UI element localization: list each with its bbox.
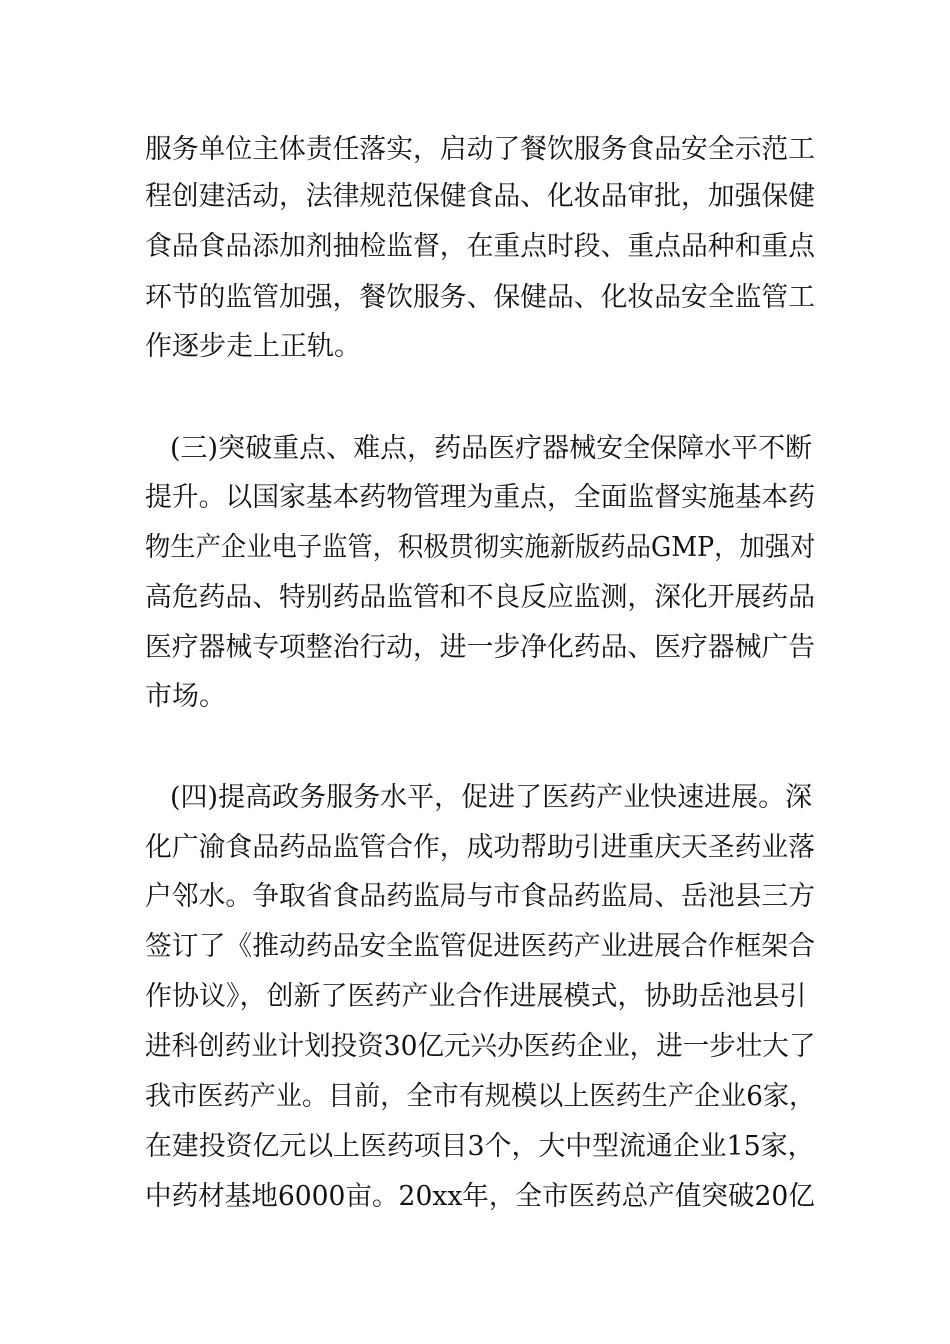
paragraph-3-line-1: (四)提高政务服务水平，促进了医药产业快速进展。深: [170, 782, 813, 813]
paragraph-1-line-3: 食品食品添加剂抽检监督，在重点时段、重点品种和重点: [145, 231, 816, 262]
paragraph-3-line-9: 中药材基地6000亩。20xx年，全市医药总产值突破20亿: [145, 1181, 815, 1212]
paragraph-3-line-4: 签订了《推动药品安全监管促进医药产业进展合作框架合: [145, 931, 816, 962]
paragraph-1-line-5: 作逐步走上正轨。: [145, 331, 361, 362]
paragraph-2-line-2: 提升。以国家基本药物管理为重点，全面监督实施基本药: [145, 482, 816, 513]
paragraph-3-line-2: 化广渝食品药品监管合作，成功帮助引进重庆天圣药业落: [145, 832, 816, 863]
paragraph-3-line-8: 在建投资亿元以上医药项目3个，大中型流通企业15家，: [145, 1131, 815, 1162]
paragraph-2-line-1: (三)突破重点、难点，药品医疗器械安全保障水平不断: [170, 433, 813, 464]
paragraph-2-line-6: 市场。: [145, 681, 226, 712]
paragraph-1-line-4: 环节的监管加强，餐饮服务、保健品、化妆品安全监管工: [145, 282, 816, 313]
paragraph-3-line-3: 户邻水。争取省食品药监局与市食品药监局、岳池县三方: [145, 881, 816, 912]
paragraph-2-line-3: 物生产企业电子监管，积极贯彻实施新版药品GMP，加强对: [145, 532, 816, 563]
paragraph-2-line-5: 医疗器械专项整治行动，进一步净化药品、医疗器械广告: [145, 632, 816, 663]
paragraph-3-line-6: 进科创药业计划投资30亿元兴办医药企业，进一步壮大了: [145, 1031, 816, 1062]
paragraph-2-line-4: 高危药品、特别药品监管和不良反应监测，深化开展药品: [145, 582, 816, 613]
paragraph-1-line-1: 服务单位主体责任落实，启动了餐饮服务食品安全示范工: [145, 134, 816, 165]
paragraph-1-line-2: 程创建活动，法律规范保健食品、化妆品审批，加强保健: [145, 181, 816, 212]
paragraph-3-line-7: 我市医药产业。目前，全市有规模以上医药生产企业6家，: [145, 1081, 816, 1112]
paragraph-3-line-5: 作协议》，创新了医药产业合作进展模式，协助岳池县引: [145, 981, 807, 1012]
